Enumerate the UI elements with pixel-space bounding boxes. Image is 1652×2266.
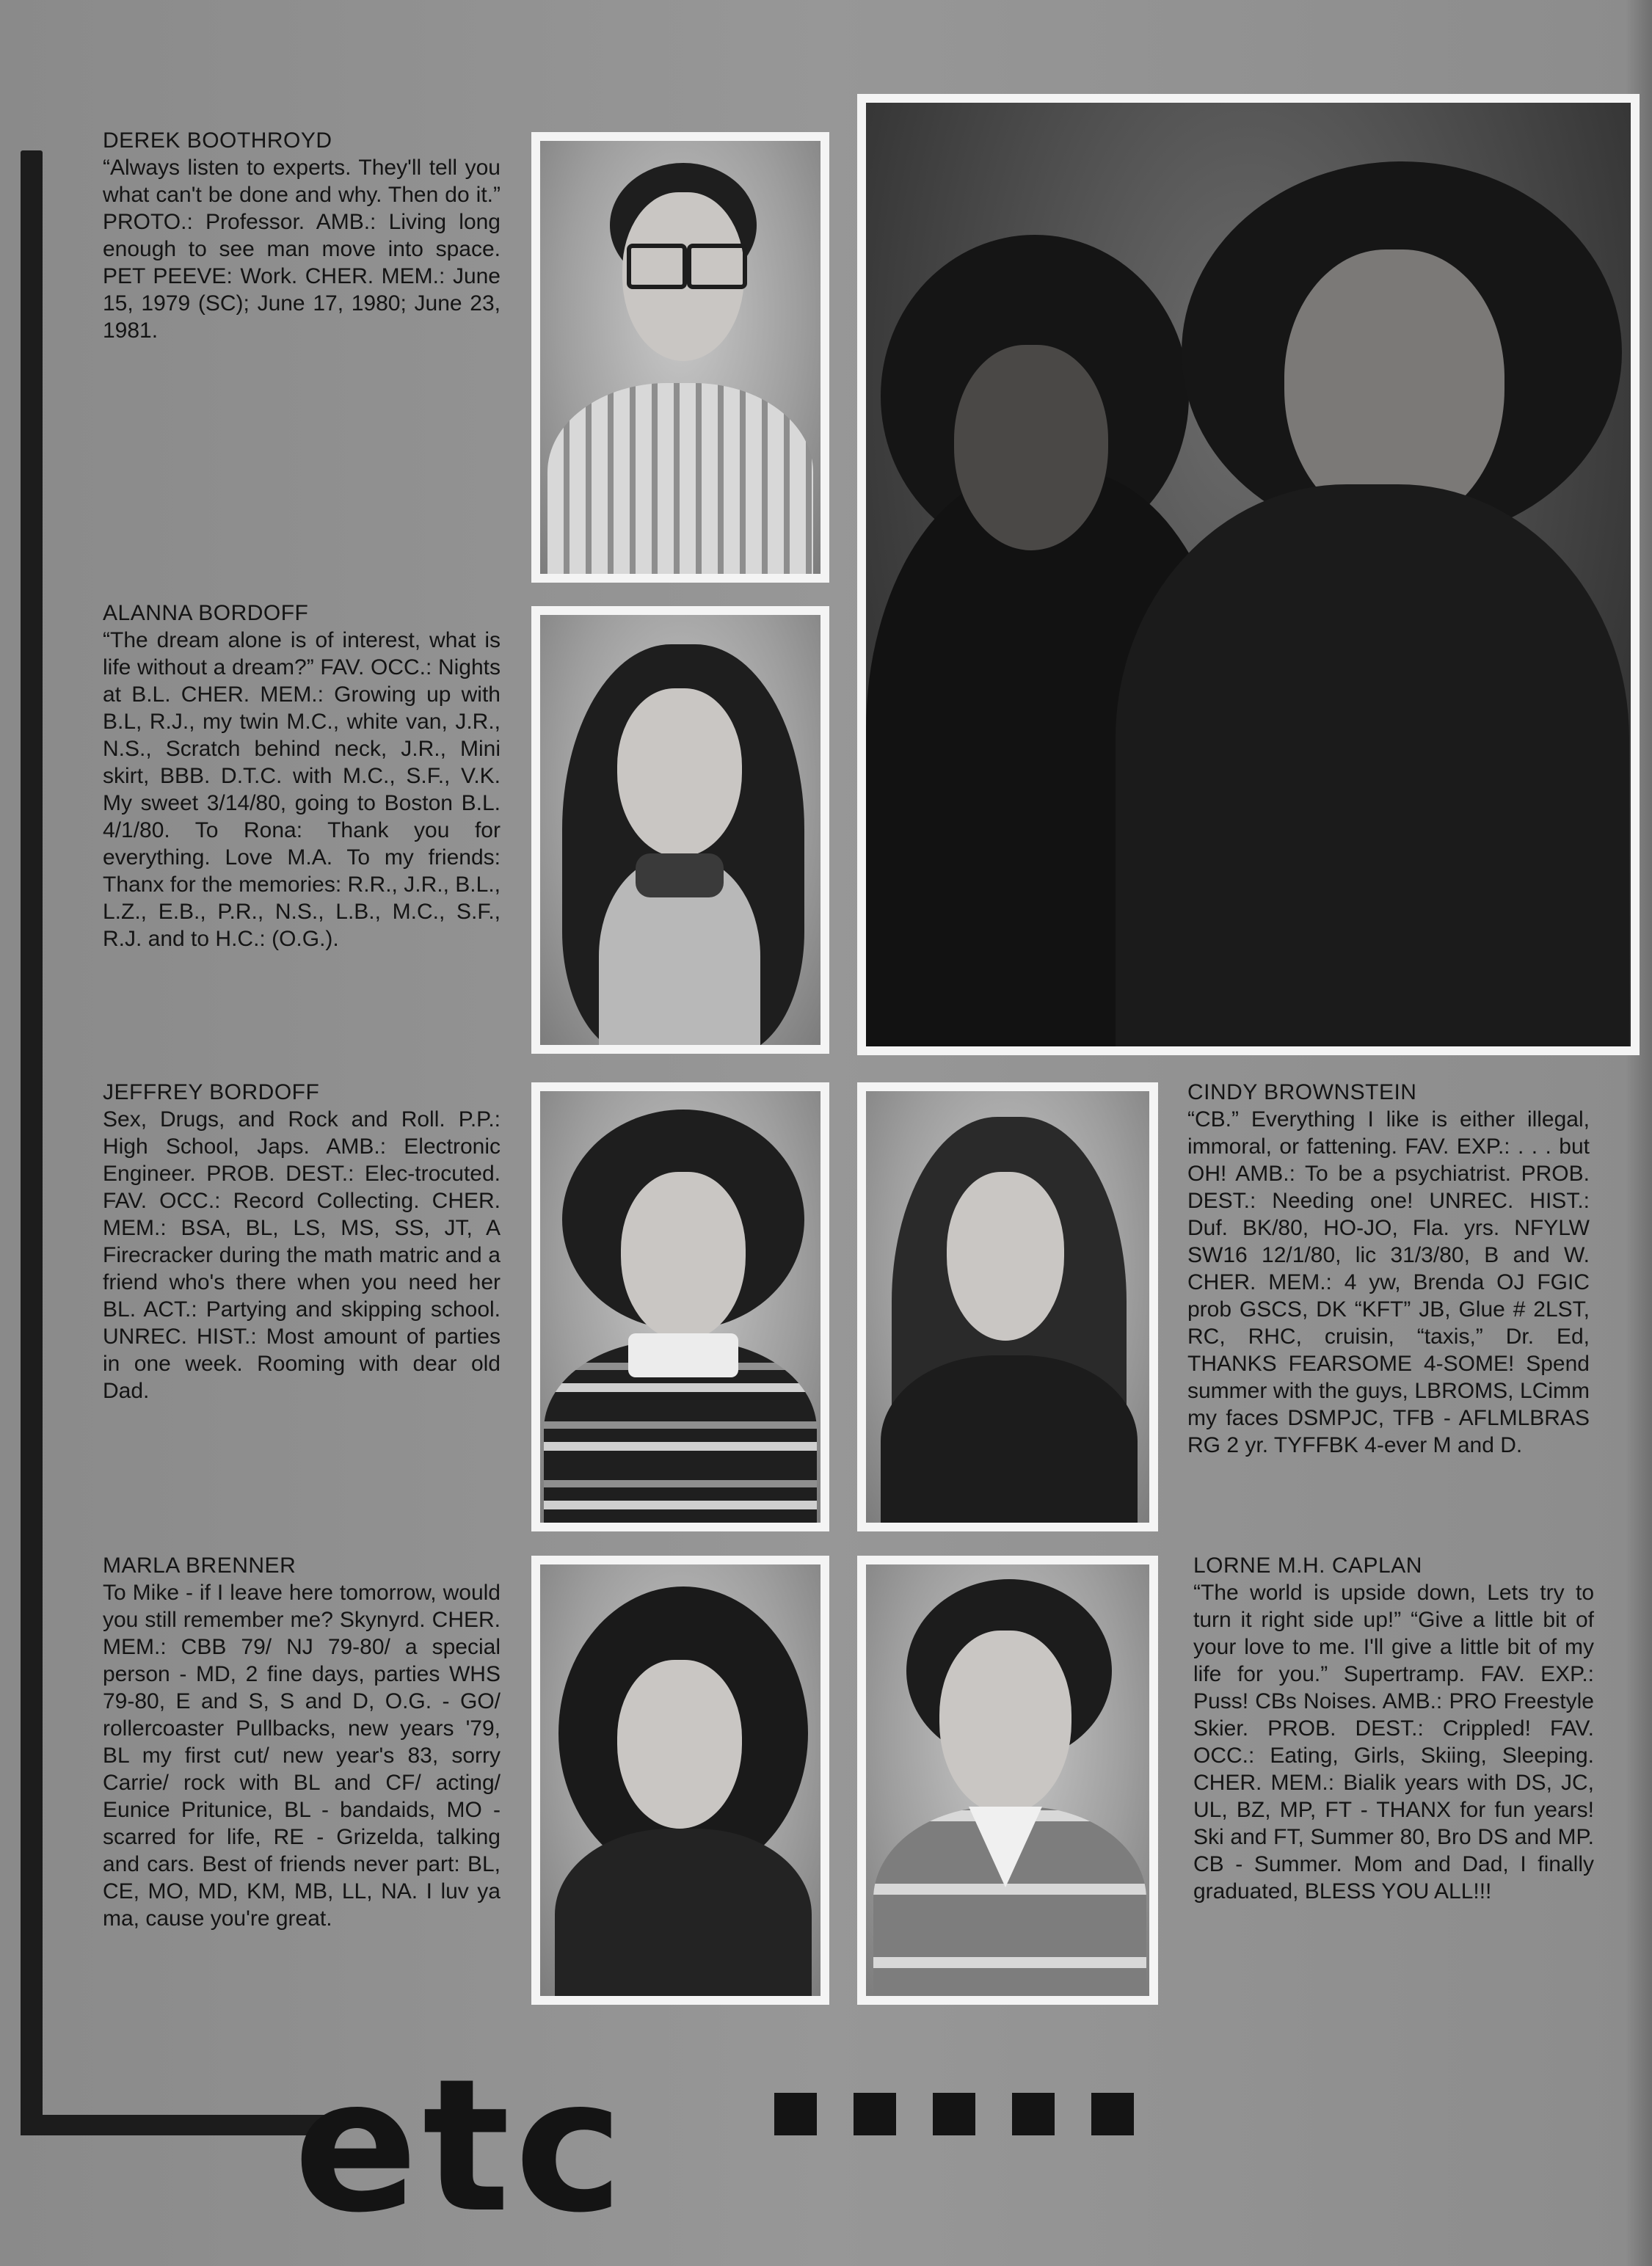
student-bio: “Always listen to experts. They'll tell you what can't be done and why. Then do it.” PROTO.: Professor. AMB.: Living long enough to see man move into space. PET PEEVE: Work. CHER. MEM.: June 15, 1979 (SC); June 17, 1980; June 23, 1981. [103,156,501,343]
student-bio: Sex, Drugs, and Rock and Roll. P.P.: High School, Japs. AMB.: Electronic Engineer. PROB. DEST.: Elec-trocuted. FAV. OCC.: Record Collecting. CHER. MEM.: BSA, BL, LS, MS, SS, JT, A Firecracker during the math matric and a friend who's there when you need her BL. ACT.: Partying and skipping school. UNREC. HIST.: Most amount of parties in one week. Rooming with dear old Dad. [103,1107,501,1403]
portrait-jeffrey-bordoff [531,1082,829,1531]
bracket-base [21,2115,329,2135]
candid-photo-two-students [857,94,1640,1055]
bio-marla-brenner [103,1552,501,1932]
student-name: CINDY BROWNSTEIN [1187,1080,1417,1104]
bio-lorne-caplan [1193,1552,1594,1905]
student-bio: To Mike - if I leave here tomorrow, would you still remember me? Skynyrd. CHER. MEM.: CBB 79/ NJ 79-80/ a special person - MD, 2 fine days, parties WHS 79-80, E and S, S and D, O.G. - GO/ rollercoaster Pullbacks, new years '79, BL my first cut/ new year's 83, sorry Carrie/ rock with BL and CF/ acting/ Eunice Pritunice, BL - bandaids, MO - scarred for life, RE - Grizelda, talking and cars. Best of friends never part: BL, CE, MO, MD, KM, MB, LL, NA. I luv ya ma, cause you're great. [103,1581,501,1931]
etc-ellipsis-dots [774,2093,1171,2139]
student-name: JEFFREY BORDOFF [103,1080,320,1104]
bio-derek-boothroyd [103,127,501,344]
portrait-lorne-caplan [857,1556,1158,2005]
portrait-marla-brenner [531,1556,829,2005]
student-name: LORNE M.H. CAPLAN [1193,1553,1422,1578]
student-bio: “CB.” Everything I like is either illegal, immoral, or fattening. FAV. EXP.: . . . but OH! AMB.: To be a psychiatrist. PROB. DEST.: Needing one! UNREC. HIST.: Duf. BK/80, HO-JO, Fla. yrs. NFYLW SW16 12/1/80, lic 31/3/80, B and W. CHER. MEM.: 4 yw, Brenda OJ FGIC prob GSCS, DK “KFT” JB, Glue # 2LST, RC, RHC, cruisin, “taxis,” Dr. Ed, THANKS FEARSOME 4-SOME! Spend summer with the guys, LBROMS, LCimm my faces DSMPJC, TFB - AFLMLBRAS RG 2 yr. TYFFBK 4-ever M and D. [1187,1107,1590,1457]
student-bio: “The world is upside down, Lets try to turn it right side up!” “Give a little bit of your love to me. I'll give a little bit of my life for you.” Supertramp. FAV. EXP.: Puss! CBs Noises. AMB.: PRO Freestyle Skier. PROB. DEST.: Crippled! FAV. OCC.: Eating, Girls, Skiing, Sleeping. CHER. MEM.: Bialik years with DS, JC, UL, BZ, MP, FT - THANX for fun years! Ski and FT, Summer 80, Bro DS and MP. CB - Summer. Mom and Dad, I finally graduated, BLESS YOU ALL!!! [1193,1581,1594,1903]
portrait-alanna-bordoff [531,606,829,1054]
bio-jeffrey-bordoff [103,1079,501,1405]
student-name: DEREK BOOTHROYD [103,128,332,153]
student-name: MARLA BRENNER [103,1553,296,1578]
bracket-line [21,150,43,2135]
bio-alanna-bordoff [103,600,501,952]
student-name: ALANNA BORDOFF [103,601,309,625]
portrait-cindy-brownstein [857,1082,1158,1531]
student-bio: “The dream alone is of interest, what is life without a dream?” FAV. OCC.: Nights at B.L. CHER. MEM.: Growing up with B.L, R.J., my twin M.C., white van, J.R., N.S., Scratch behind neck, J.R., Mini skirt, BBB. D.T.C. with M.C., S.F., V.K. My sweet 3/14/80, going to Boston B.L. 4/1/80. To Rona: Thank you for everything. Love M.A. To my friends: Thanx for the memories: R.R., J.R., B.L., L.Z., E.B., P.R., N.S., L.B., M.C., S.F., R.J. and to H.C.: (O.G.). [103,628,501,951]
portrait-derek-boothroyd [531,132,829,583]
bio-cindy-brownstein [1187,1079,1590,1459]
etc-heading: etc [294,2039,628,2253]
